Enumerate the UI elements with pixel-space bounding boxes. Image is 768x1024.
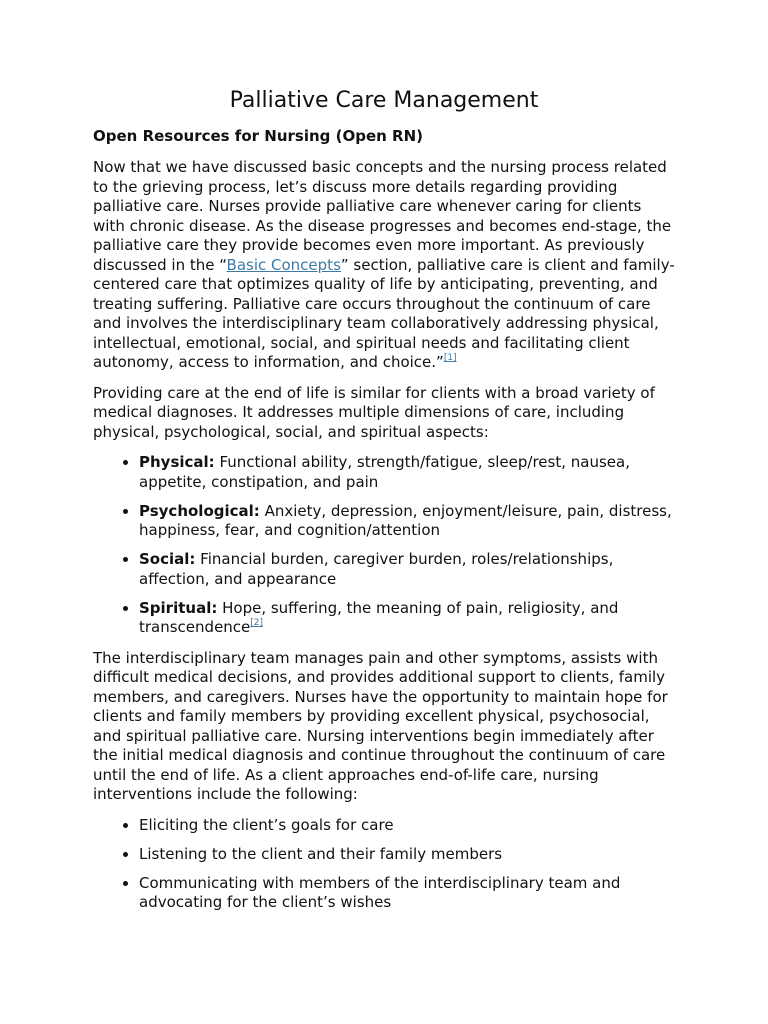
- intro-text-a: Now that we have discussed basic concepts and the nursing process related to the grieving process, let’s discuss more details regarding providing palliative care. Nurses provide palliative care whenever caring for clients with chronic disease. As the disease progresses and becomes end-stage, the palliative care they provide becomes even more important. As previously discussed in the “: [93, 158, 672, 274]
- dimension-label: Physical:: [139, 453, 215, 471]
- interdisciplinary-paragraph: The interdisciplinary team manages pain and other symptoms, assists with difficult medical decisions, and provides additional support to clients, family members, and caregivers. Nurses have the opportunity to maintain hope for clients and family members by providing excellent physical, psychosocial, and spiritual palliative care. Nursing interventions begin immediately after the initial medical diagnosis and continue throughout the continuum of care until the end of life. As a client approaches end-of-life care, nursing interventions include the following:: [93, 648, 668, 803]
- list-item-social: [139, 550, 675, 589]
- list-item-spiritual: [139, 599, 675, 638]
- dimension-label: Psychological:: [139, 501, 260, 520]
- list-item-physical: [139, 453, 675, 492]
- basic-concepts-link[interactable]: Basic Concepts: [226, 255, 341, 274]
- dimensions-paragraph: Providing care at the end of life is similar for clients with a broad variety of medical diagnoses. It addresses multiple dimensions of care, including physical, psychological, social, and spiritual aspects:: [93, 383, 655, 441]
- intro-text-b: ” section, palliative care is client and family-centered care that optimizes quality of life by anticipating, preventing, and treating suffering. Palliative care occurs throughout the continuum of care and involves the interdisciplinary team collaboratively addressing physical, intellectual, emotional, social, and spiritual needs and facilitating client autonomy, access to information, and choice.”: [93, 255, 675, 371]
- dimension-label: Spiritual:: [139, 598, 218, 617]
- footnote-2-link[interactable]: [2]: [250, 618, 264, 628]
- author-heading: Open Resources for Nursing (Open RN): [93, 127, 423, 145]
- list-item: • Communicating with members of the interdisciplinary team and advocating for the client’s wishes: [139, 874, 675, 913]
- footnote-2-ref: [250, 618, 263, 628]
- footnote-1-ref: [444, 353, 457, 363]
- dimension-label: Social:: [139, 550, 196, 568]
- dimension-text: Anxiety, depression, enjoyment/leisure, pain, distress, happiness, fear, and cognition/attention: [139, 501, 672, 539]
- interventions-list: [93, 816, 675, 913]
- dimensions-list: [93, 453, 675, 638]
- footnote-1-link[interactable]: [1]: [443, 353, 457, 363]
- dimension-text: Functional ability, strength/fatigue, sleep/rest, nausea, appetite, constipation, and pain: [139, 453, 630, 491]
- intro-paragraph: [93, 158, 675, 373]
- dimension-text: Financial burden, caregiver burden, roles/relationships, affection, and appearance: [139, 550, 614, 588]
- list-item: • Listening to the client and their family members: [139, 845, 675, 865]
- list-item-psychological: [139, 502, 675, 541]
- dimension-text: Hope, suffering, the meaning of pain, religiosity, and transcendence: [139, 598, 619, 636]
- page-title: Palliative Care Management: [229, 88, 539, 113]
- list-item: • Eliciting the client’s goals for care: [139, 816, 675, 836]
